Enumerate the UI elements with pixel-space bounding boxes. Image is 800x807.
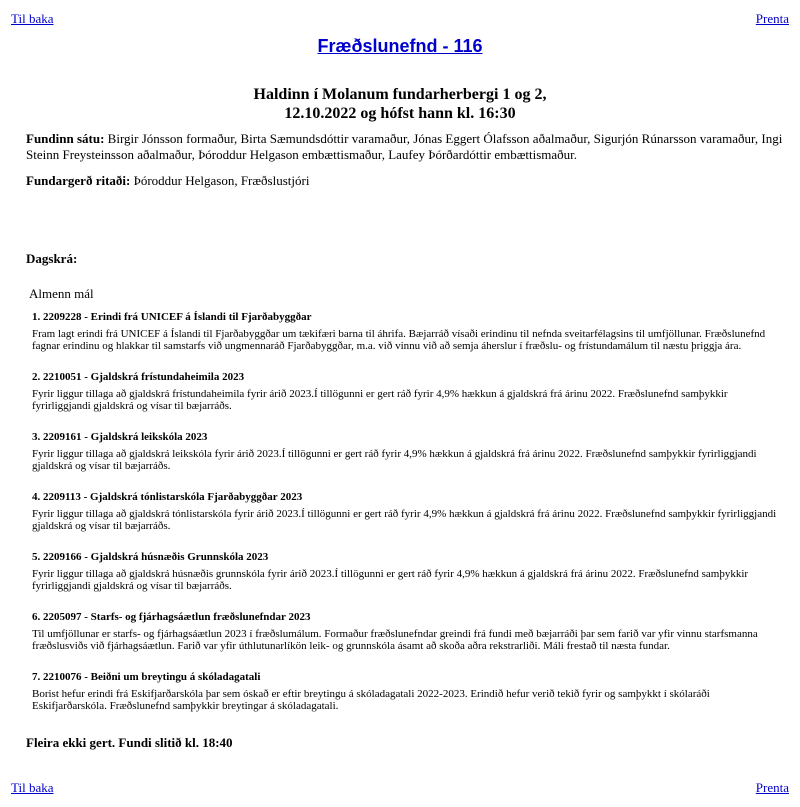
agenda-item-body: Fyrir liggur tillaga að gjaldskrá leikskóla fyrir árið 2023.Í tillögunni er gert ráð fyrir 4,9% hækkun á gjaldskrá frá árinu 2022. Fræðslunefnd samþykkir fyrirliggjandi gjaldskrá og vísar til bæjarráðs. [32,448,757,472]
agenda-item-body: Fyrir liggur tillaga að gjaldskrá húsnæðis grunnskóla fyrir árið 2023.Í tillögunni er gert ráð fyrir 4,9% hækkun á gjaldskrá frá árinu 2022. Fræðslunefnd samþykkir fyrirliggjandi gjaldskrá og vísar til bæjarráðs. [32,568,749,592]
back-link-bottom[interactable]: Til baka [11,780,54,795]
agenda-item [32,371,782,431]
page-title[interactable]: Fræðslunefnd - 116 [317,36,483,56]
agenda-item-title: 3. 2209161 - Gjaldskrá leikskóla 2023 [32,431,208,443]
page-title-container [0,36,800,57]
agenda-item-body: Til umfjöllunar er starfs- og fjárhagsáætlun 2023 í fræðslumálum. Formaður fræðslunefndar greindi frá fundi með bæjarráði þar sem farið var yfir vinnu starfsmanna fræðslusviðs við fjárhagsáætlun. Farið var yfir úthlutunarlíkön leik- og grunnskóla ásamt að skoða aðra rekstrarliði. Máli frestað til næsta fundar. [32,628,758,652]
agenda-item-body: Fram lagt erindi frá UNICEF á Íslandi til Fjarðabyggðar um tækifæri barna til áhrifa. Bæjarráð vísaði erindinu til nefnda sveitarfélagsins til umfjöllunar. Fræðslunefnd fagnar erindinu og hlakkar til samstarfs við ungmennaráð Fjarðabyggðar, m.a. við vinnu við að semja áherslur í fræðslu- og frístundamálum til næstu þriggja ára. [32,328,766,352]
agenda-item [32,491,782,551]
agenda-label: Dagskrá: [26,251,78,266]
agenda-item [32,311,782,371]
print-link-bottom[interactable]: Prenta [755,780,789,795]
agenda-item [32,551,782,611]
attendees [26,131,786,163]
agenda-item-body: Fyrir liggur tillaga að gjaldskrá tónlistarskóla fyrir árið 2023.Í tillögunni er gert ráð fyrir 4,9% hækkun á gjaldskrá frá árinu 2022. Fræðslunefnd samþykkir fyrirliggjandi gjaldskrá og vísar til bæjarráðs. [32,508,777,532]
section-heading: Almenn mál [29,286,94,301]
agenda-item-title: 4. 2209113 - Gjaldskrá tónlistarskóla Fjarðabyggðar 2023 [32,491,303,503]
agenda-item [32,671,782,731]
meeting-info [0,85,800,123]
agenda-items [32,311,782,731]
recorder-text: Þóroddur Helgason, Fræðslustjóri [130,173,310,188]
print-link[interactable]: Prenta [755,11,789,26]
recorder-label: Fundargerð ritaði: [26,173,131,188]
attendees-label: Fundinn sátu: [26,131,105,146]
agenda-item-title: 2. 2210051 - Gjaldskrá frístundaheimila 2023 [32,371,245,383]
agenda-item-body: Fyrir liggur tillaga að gjaldskrá frístundaheimila fyrir árið 2023.Í tillögunni er gert ráð fyrir 4,9% hækkun á gjaldskrá frá árinu 2022. Fræðslunefnd samþykkir fyrirliggjandi gjaldskrá og vísar til bæjarráðs. [32,388,728,412]
recorder [26,173,309,189]
meeting-location: Haldinn í Molanum fundarherbergi 1 og 2, [253,86,547,103]
agenda-item-title: 5. 2209166 - Gjaldskrá húsnæðis Grunnskóla 2023 [32,551,269,563]
closing-statement: Fleira ekki gert. Fundi slitið kl. 18:40 [26,735,233,750]
agenda-item-title: 7. 2210076 - Beiðni um breytingu á skóladagatali [32,671,261,683]
agenda-item-title: 6. 2205097 - Starfs- og fjárhagsáætlun fræðslunefndar 2023 [32,611,311,623]
attendees-text: Birgir Jónsson formaður, Birta Sæmundsdóttir varamaður, Jónas Eggert Ólafsson aðalmaður, Sigurjón Rúnarsson varamaður, Ingi Steinn Freysteinsson aðalmaður, Þóroddur Helgason embættismaður, Laufey Þórðardóttir embættismaður. [26,131,783,162]
meeting-date: 12.10.2022 og hófst hann kl. 16:30 [284,105,516,122]
agenda-item [32,431,782,491]
agenda-item-title: 1. 2209228 - Erindi frá UNICEF á Íslandi til Fjarðabyggðar [32,311,312,323]
agenda-item-body: Borist hefur erindi frá Eskifjarðarskóla þar sem óskað er eftir breytingu á skóladagatali 2022-2023. Erindið hefur verið tekið fyrir og samþykkt í skólaráði Eskifjarðarskóla. Fræðslunefnd samþykkir breytingar á skóladagatali. [32,688,710,712]
back-link[interactable]: Til baka [11,11,54,26]
agenda-item [32,611,782,671]
